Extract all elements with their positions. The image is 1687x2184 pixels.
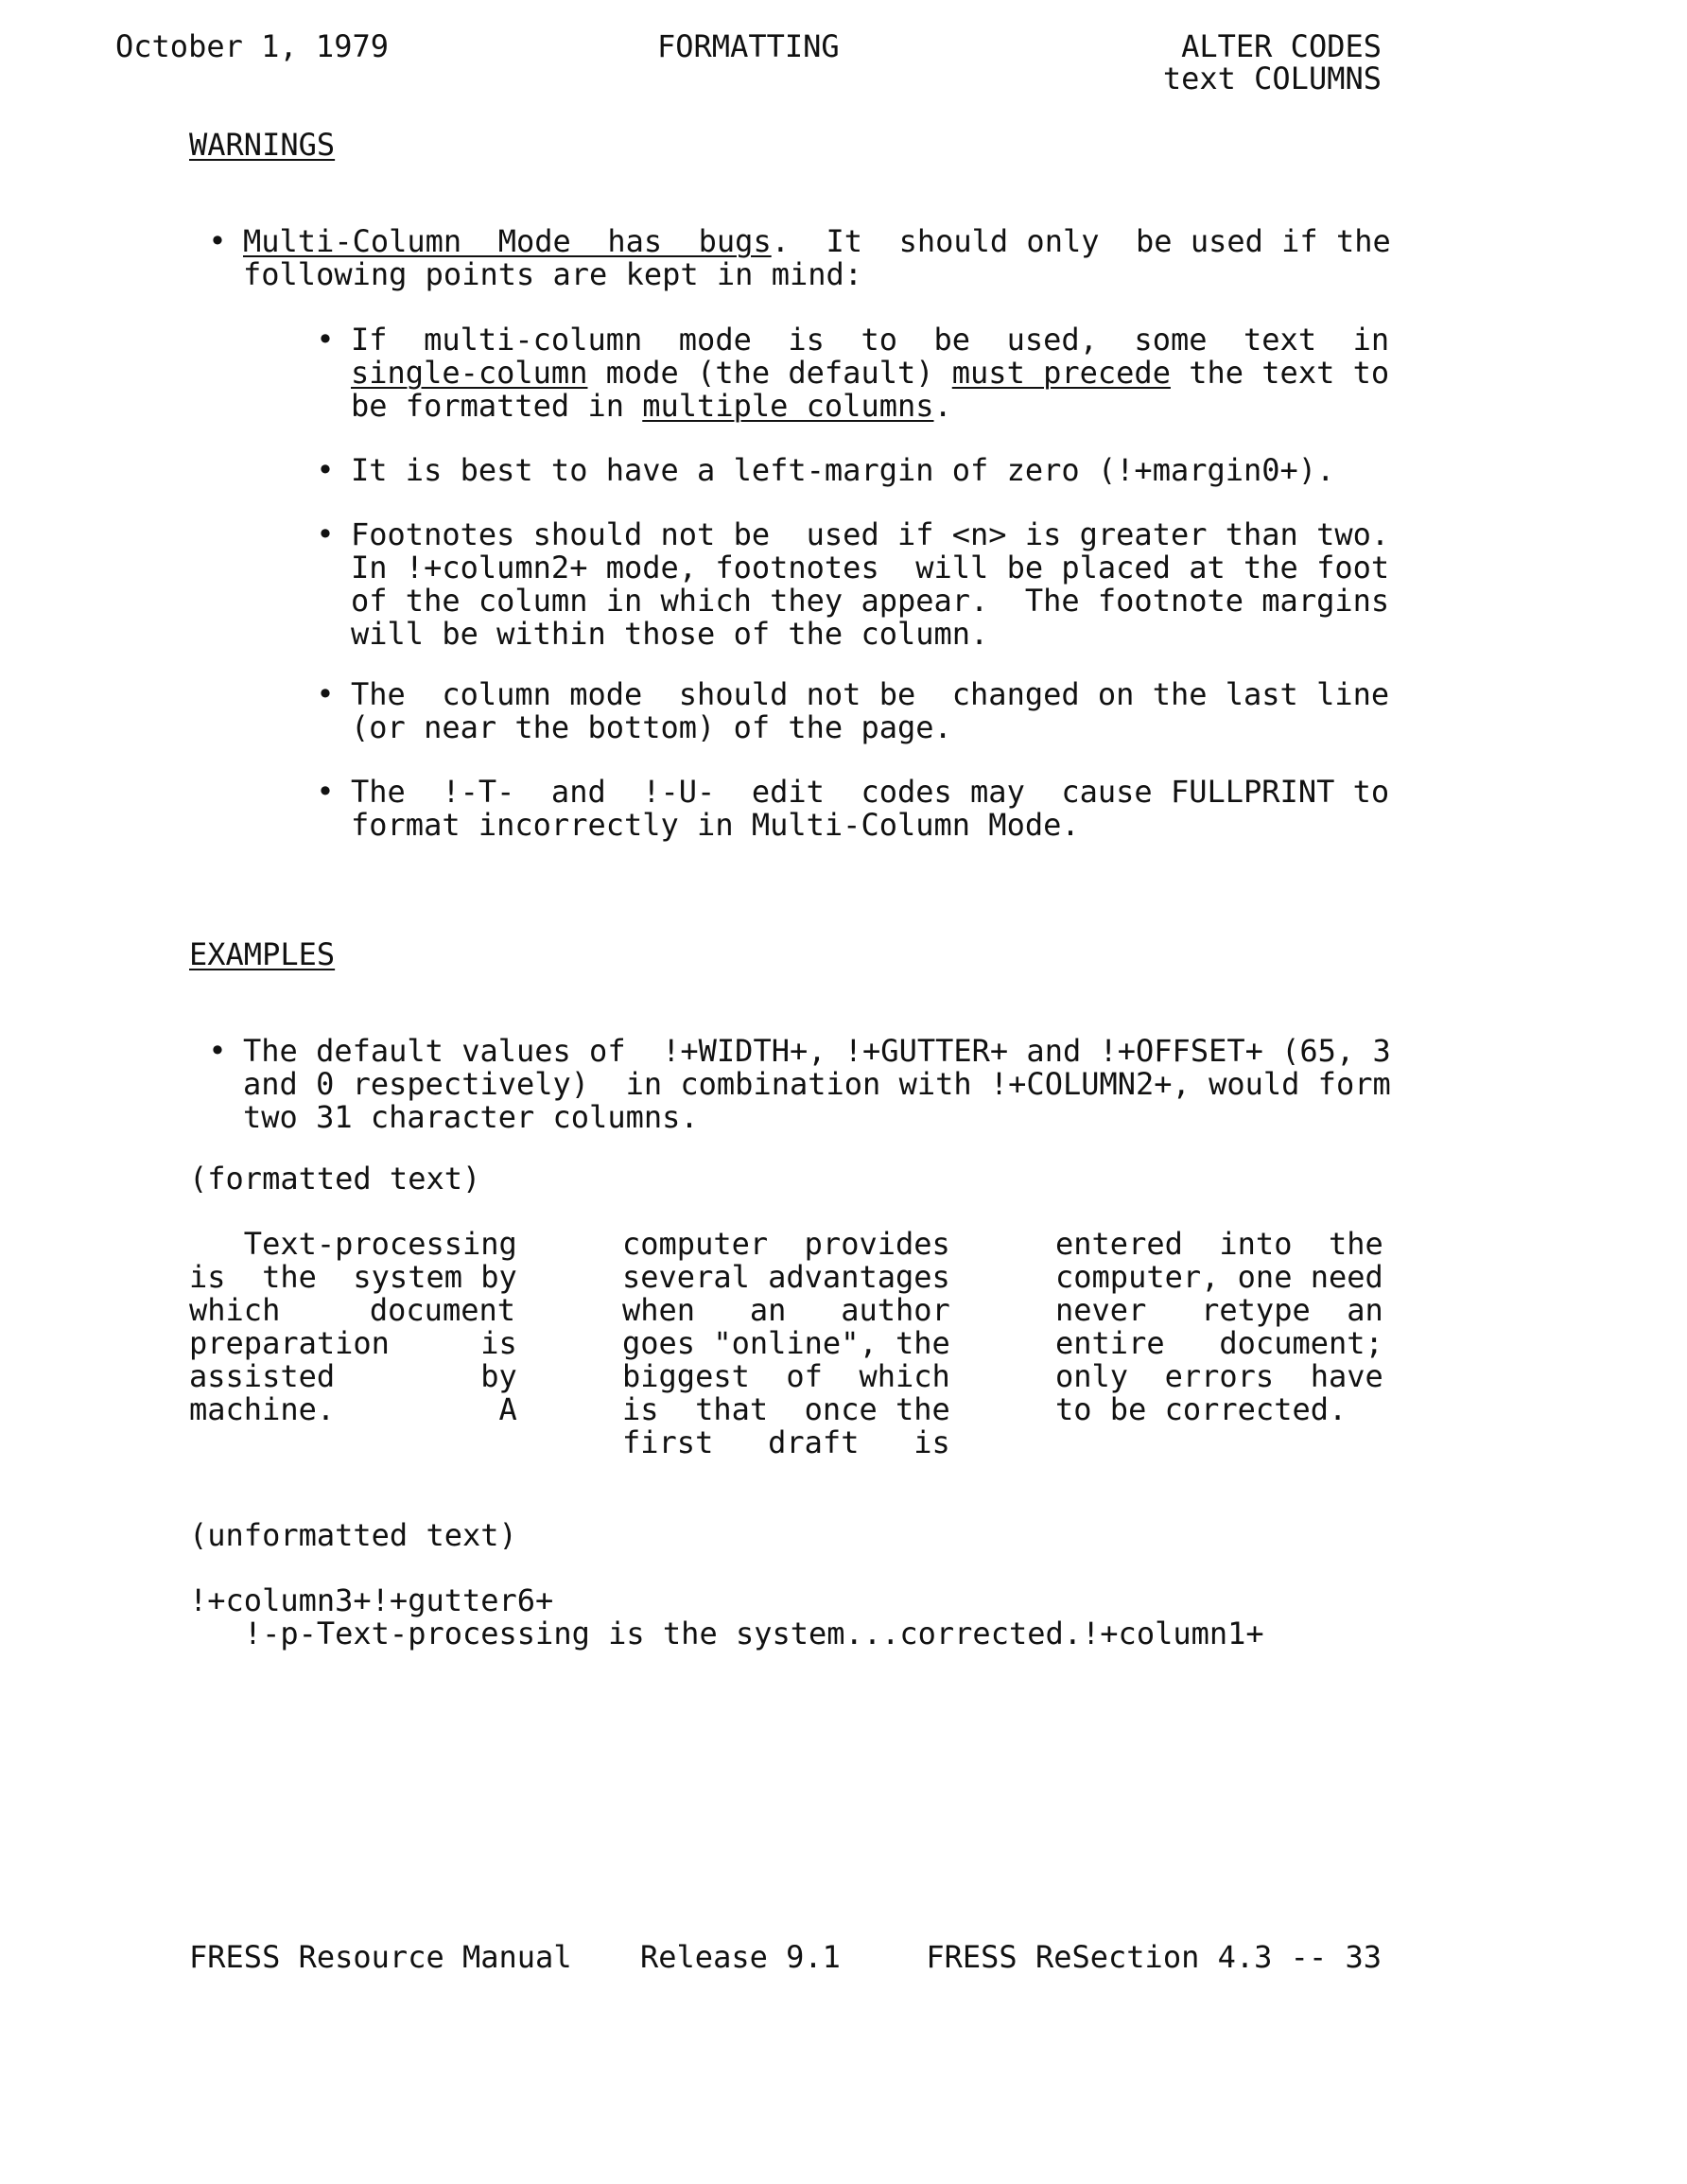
- warnings-sub-item: [351, 322, 1390, 424]
- warnings-sub-line: [351, 454, 1382, 487]
- unformatted-label: (unformatted text): [189, 1517, 517, 1553]
- column-line: first draft is: [622, 1424, 950, 1460]
- warnings-sub-bullet: •: [316, 516, 335, 552]
- column-line: Text-processing: [189, 1226, 517, 1262]
- header-topic-line2: text COLUMNS: [1162, 61, 1382, 96]
- warnings-heading: WARNINGS: [189, 127, 336, 163]
- underlined-term: must precede: [951, 355, 1171, 391]
- warnings-main-line2: following points are kept in mind:: [243, 256, 863, 292]
- warnings-sub-line: [351, 618, 1382, 651]
- underlined-term: multiple columns: [642, 388, 934, 424]
- column-line: only errors have: [1055, 1358, 1383, 1394]
- warnings-main-line1-rest: . It should only be used if the: [771, 223, 1391, 259]
- warnings-sub-bullet: •: [316, 774, 335, 810]
- column-line: machine. A: [189, 1391, 517, 1427]
- warnings-sub-line: [351, 390, 1382, 423]
- column-line: never retype an: [1055, 1292, 1383, 1328]
- warnings-sub-item: [351, 774, 1390, 843]
- text-run: In !+column2+ mode, footnotes will be placed at the foot: [351, 550, 1390, 585]
- warnings-sub-line: [351, 355, 1390, 391]
- column-line: entire document;: [1055, 1325, 1383, 1361]
- warnings-sub-line: [351, 322, 1390, 358]
- text-run: It is best to have a left-margin of zero (!+margin0+).: [351, 452, 1335, 488]
- text-run: of the column in which they appear. The footnote margins: [351, 583, 1390, 619]
- warnings-sub-item: [351, 676, 1390, 745]
- code-line-1: !+column3+!+gutter6+: [189, 1582, 554, 1618]
- warnings-sub-item: [351, 516, 1390, 652]
- text-run: (or near the bottom) of the page.: [351, 709, 952, 745]
- warnings-sub-item: [351, 454, 1382, 487]
- formatted-column-3: [1055, 1228, 1382, 1426]
- warnings-sub-line: [351, 583, 1390, 619]
- text-run: the text to: [1170, 355, 1390, 391]
- examples-bullet-line: and 0 respectively) in combination with !+COLUMN2+, would form: [243, 1066, 1391, 1102]
- column-line: assisted by: [189, 1358, 517, 1394]
- warnings-sub-line: [351, 516, 1390, 552]
- text-run: .: [933, 388, 952, 424]
- code-line-2: !-p-Text-processing is the system...corrected.!+column1+: [189, 1616, 1264, 1651]
- examples-bullet-line: two 31 character columns.: [243, 1099, 699, 1135]
- text-run: be formatted in: [351, 388, 643, 424]
- text-run: mode (the default): [587, 355, 952, 391]
- warnings-sub-line: [351, 774, 1390, 810]
- examples-bullet-text: [243, 1033, 1391, 1135]
- column-line: goes "online", the: [622, 1325, 950, 1361]
- warnings-main-text: [243, 223, 1391, 292]
- text-run: will be within those of the column.: [351, 616, 989, 652]
- examples-bullet: •: [208, 1033, 227, 1069]
- warnings-sub-line: [351, 809, 1382, 842]
- column-line: is the system by: [189, 1259, 517, 1295]
- examples-bullet-line: The default values of !+WIDTH+, !+GUTTER+ and !+OFFSET+ (65, 3: [243, 1033, 1391, 1069]
- warnings-sub-bullet: •: [316, 322, 335, 358]
- column-line: is that once the: [622, 1391, 950, 1427]
- warnings-sub-bullet: •: [316, 676, 335, 712]
- footer-manual: FRESS Resource Manual: [189, 1939, 572, 1975]
- column-line: several advantages: [622, 1259, 950, 1295]
- footer-resection: FRESS ReSection 4.3 -- 33: [926, 1939, 1382, 1975]
- column-line: preparation is: [189, 1325, 517, 1361]
- text-run: Footnotes should not be used if <n> is greater than two.: [351, 516, 1390, 552]
- header-date: October 1, 1979: [115, 28, 389, 64]
- text-run: format incorrectly in Multi-Column Mode.: [351, 807, 1080, 843]
- column-line: entered into the: [1055, 1226, 1383, 1262]
- column-line: biggest of which: [622, 1358, 950, 1394]
- formatted-label: (formatted text): [189, 1161, 481, 1197]
- column-line: when an author: [622, 1292, 950, 1328]
- warnings-main-bullet: •: [208, 223, 227, 259]
- formatted-column-2: [622, 1228, 948, 1459]
- text-run: The column mode should not be changed on the last line: [351, 676, 1390, 712]
- column-line: which document: [189, 1292, 515, 1328]
- text-run: The !-T- and !-U- edit codes may cause FULLPRINT to: [351, 774, 1390, 810]
- text-run: If multi-column mode is to be used, some text in: [351, 322, 1390, 358]
- column-line: computer provides: [622, 1226, 950, 1262]
- header-section: FORMATTING: [657, 28, 840, 64]
- footer-release: Release 9.1: [640, 1939, 841, 1975]
- header-topic-line1: ALTER CODES: [1181, 28, 1382, 64]
- warnings-sub-line: [351, 550, 1390, 585]
- warnings-sub-line: [351, 676, 1390, 712]
- examples-heading: EXAMPLES: [189, 936, 336, 972]
- column-line: computer, one need: [1055, 1259, 1383, 1295]
- formatted-column-1: [189, 1228, 515, 1426]
- warnings-sub-bullet: •: [316, 452, 335, 488]
- warnings-sub-line: [351, 711, 1382, 744]
- underlined-term: single-column: [351, 355, 588, 391]
- column-line: to be corrected.: [1055, 1391, 1348, 1427]
- warnings-main-lead: Multi-Column Mode has bugs: [243, 223, 772, 259]
